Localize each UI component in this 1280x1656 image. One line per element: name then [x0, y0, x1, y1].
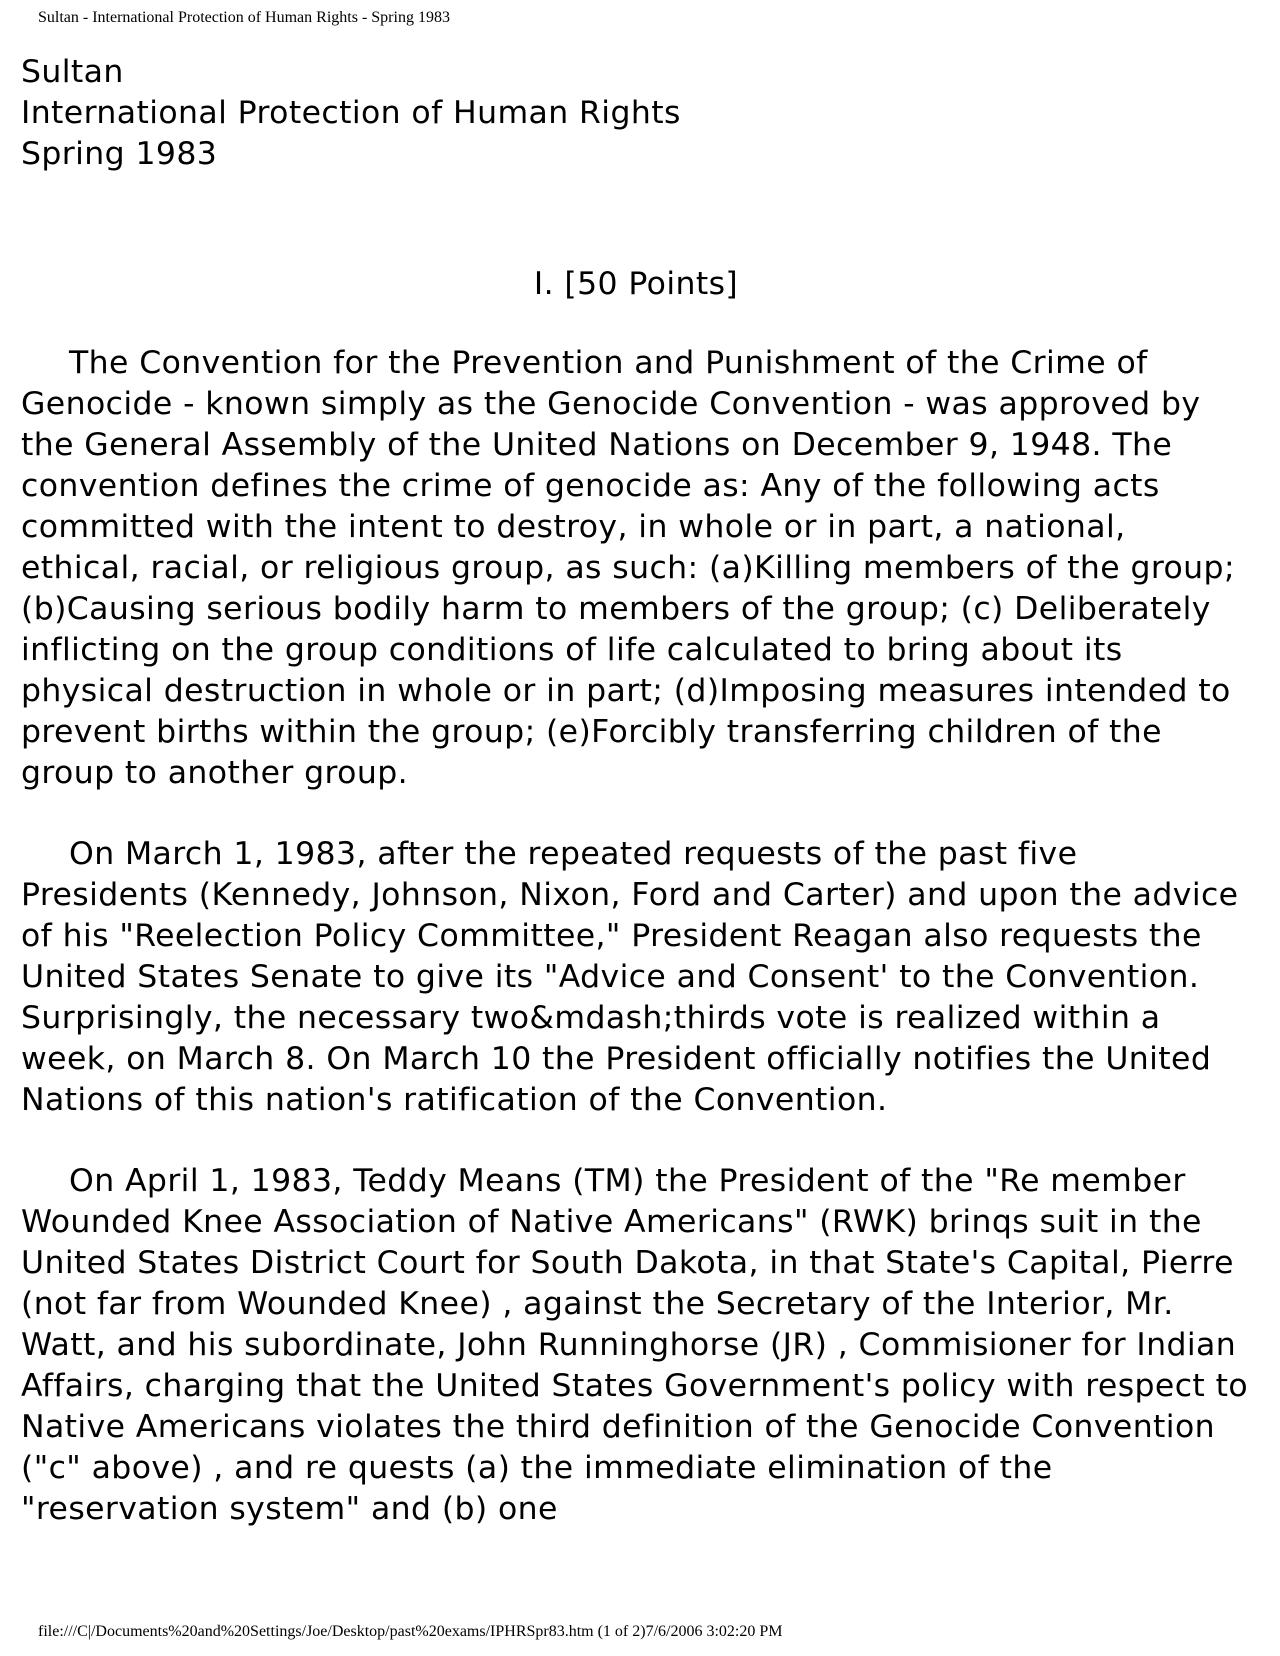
title-author: Sultan — [21, 54, 124, 90]
document-title — [21, 52, 1251, 175]
document-content — [21, 52, 1251, 1530]
paragraph-genocide-convention: The Convention for the Prevention and Punishment of the Crime of Genocide - known simply as the Genocide Convention - was approved by the General Assembly of the United Nations on December 9, 1948. The convention defines the crime of genocide as: Any of the following acts committed with the intent to destroy, in whole or in part, a national, ethical, racial, or religious group, as such: (a)Killing members of the group; (b)Causing serious bodily harm to members of the group; (c) Deliberately inflicting on the group conditions of life calculated to bring about its physical destruction in whole or in part; (d)Imposing measures intended to prevent births within the group; (e)Forcibly transferring children of the group to another group. — [21, 345, 1235, 791]
section-heading: I. [50 Points] — [533, 266, 739, 302]
paragraph-lawsuit: On April 1, 1983, Teddy Means (TM) the President of the "Re member Wounded Knee Association of Native Americans" (RWK) brinqs suit in the United States District Court for South Dakota, in that State's Capital, Pierre (not far from Wounded Knee) , against the Secretary of the Interior, Mr. Watt, and his subordinate, John Runninghorse (JR) , Commisioner for Indian Affairs, charging that the United States Government's policy with respect to Native Americans violates the third definition of the Genocide Convention ("c" above) , and re quests (a) the immediate elimination of the "reservation system" and (b) one — [21, 1163, 1248, 1527]
title-term: Spring 1983 — [21, 136, 218, 172]
print-header: Sultan - International Protection of Human Rights - Spring 1983 — [38, 9, 450, 26]
print-footer: file:///C|/Documents%20and%20Settings/Joe/Desktop/past%20exams/IPHRSpr83.htm (1 of 2)7/6/2006 3:02:20 PM — [38, 1623, 783, 1640]
paragraph-ratification: On March 1, 1983, after the repeated requests of the past five Presidents (Kennedy, Johnson, Nixon, Ford and Carter) and upon the advice of his "Reelection Policy Committee," President Reagan also requests the United States Senate to give its "Advice and Consent' to the Convention. Surprisingly, the necessary two&mdash;thirds vote is realized within a week, on March 8. On March 10 the President officially notifies the United Nations of this nation's ratification of the Convention. — [21, 836, 1239, 1118]
title-course: International Protection of Human Rights — [21, 95, 681, 131]
